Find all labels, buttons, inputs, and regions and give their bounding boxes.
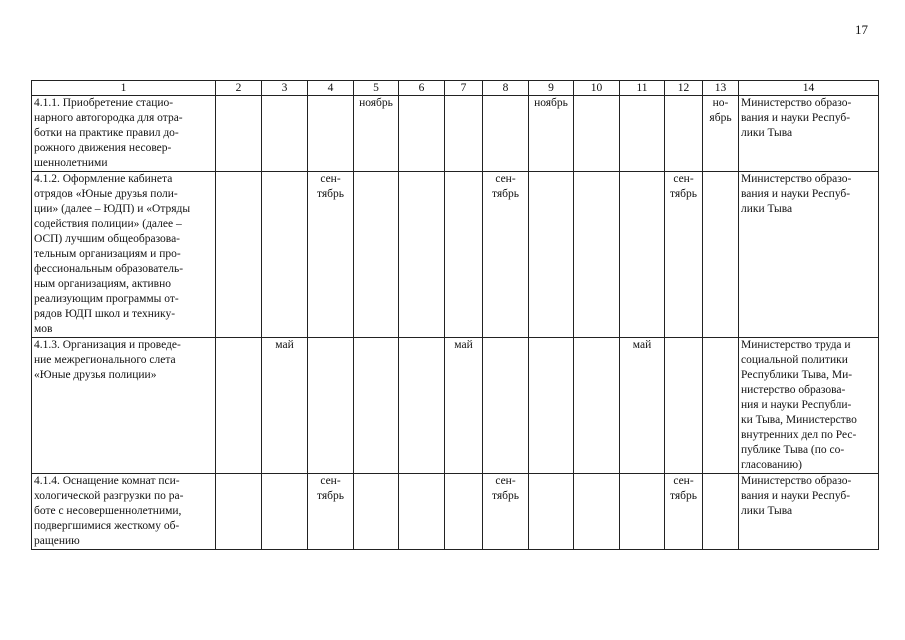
schedule-cell: [665, 96, 703, 172]
table-row: [32, 96, 879, 172]
schedule-cell: [216, 474, 262, 550]
schedule-cell: [262, 96, 308, 172]
schedule-cell: [574, 474, 620, 550]
schedule-cell: [703, 474, 739, 550]
column-number-header: 6: [399, 81, 445, 96]
schedule-cell: [529, 172, 574, 338]
schedule-cell: [445, 96, 483, 172]
schedule-cell: ноябрь: [529, 96, 574, 172]
column-number-header: 5: [354, 81, 399, 96]
column-number-header: 9: [529, 81, 574, 96]
column-number-header-row: [32, 81, 879, 96]
responsible-party: Министерство образо- вания и науки Респуб- лики Тыва: [739, 474, 879, 550]
schedule-cell: ноябрь: [354, 96, 399, 172]
column-number-header: 8: [483, 81, 529, 96]
schedule-cell: [354, 474, 399, 550]
schedule-cell: [483, 96, 529, 172]
schedule-cell: май: [262, 338, 308, 474]
schedule-cell: [574, 96, 620, 172]
schedule-cell: сен- тябрь: [308, 172, 354, 338]
schedule-cell: [445, 474, 483, 550]
schedule-cell: [354, 172, 399, 338]
table-row: [32, 172, 879, 338]
schedule-cell: сен- тябрь: [483, 474, 529, 550]
activity-description: 4.1.1. Приобретение стацио- нарного автогородка для отра- ботки на практике правил до- рожного движения несовер- шеннолетними: [32, 96, 216, 172]
schedule-cell: [529, 338, 574, 474]
schedule-cell: [399, 474, 445, 550]
schedule-cell: май: [620, 338, 665, 474]
column-number-header: 2: [216, 81, 262, 96]
schedule-cell: сен- тябрь: [308, 474, 354, 550]
schedule-cell: [703, 172, 739, 338]
schedule-cell: [483, 338, 529, 474]
column-number-header: 10: [574, 81, 620, 96]
schedule-cell: [665, 338, 703, 474]
activity-description: 4.1.4. Оснащение комнат пси- хологической разгрузки по ра- боте с несовершеннолетними, подвергшимися жесткому об- ращению: [32, 474, 216, 550]
activity-description: 4.1.2. Оформление кабинета отрядов «Юные друзья поли- ции» (далее – ЮДП) и «Отряды содействия полиции» (далее – ОСП) лучшим общеобразова- тельным организациям и про- фессиональным образователь- ным организациям, активно реализующим программы от- рядов ЮДП школ и технику- мов: [32, 172, 216, 338]
schedule-cell: [399, 172, 445, 338]
column-number-header: 7: [445, 81, 483, 96]
column-number-header: 14: [739, 81, 879, 96]
schedule-cell: [216, 338, 262, 474]
column-number-header: 1: [32, 81, 216, 96]
schedule-cell: сен- тябрь: [665, 172, 703, 338]
column-number-header: 13: [703, 81, 739, 96]
responsible-party: Министерство труда и социальной политики Республики Тыва, Ми- нистерство образова- ния и науки Республи- ки Тыва, Министерство внутренних дел по Рес- публике Тыва (по со- гласованию): [739, 338, 879, 474]
schedule-cell: но- ябрь: [703, 96, 739, 172]
schedule-cell: [399, 338, 445, 474]
schedule-cell: май: [445, 338, 483, 474]
activity-plan-table: [31, 80, 879, 550]
schedule-cell: [262, 172, 308, 338]
column-number-header: 12: [665, 81, 703, 96]
schedule-cell: сен- тябрь: [665, 474, 703, 550]
column-number-header: 11: [620, 81, 665, 96]
schedule-cell: [262, 474, 308, 550]
schedule-cell: [216, 172, 262, 338]
schedule-cell: [308, 338, 354, 474]
table-row: [32, 474, 879, 550]
table-row: [32, 338, 879, 474]
schedule-cell: [308, 96, 354, 172]
schedule-cell: [574, 338, 620, 474]
schedule-cell: [529, 474, 574, 550]
schedule-cell: [703, 338, 739, 474]
schedule-cell: [354, 338, 399, 474]
column-number-header: 4: [308, 81, 354, 96]
schedule-cell: [399, 96, 445, 172]
column-number-header: 3: [262, 81, 308, 96]
schedule-cell: сен- тябрь: [483, 172, 529, 338]
responsible-party: Министерство образо- вания и науки Респуб- лики Тыва: [739, 172, 879, 338]
schedule-cell: [620, 172, 665, 338]
activity-description: 4.1.3. Организация и проведе- ние межрегионального слета «Юные друзья полиции»: [32, 338, 216, 474]
schedule-cell: [216, 96, 262, 172]
schedule-cell: [574, 172, 620, 338]
page-number: 17: [855, 22, 868, 37]
schedule-cell: [445, 172, 483, 338]
schedule-cell: [620, 474, 665, 550]
responsible-party: Министерство образо- вания и науки Респуб- лики Тыва: [739, 96, 879, 172]
schedule-cell: [620, 96, 665, 172]
